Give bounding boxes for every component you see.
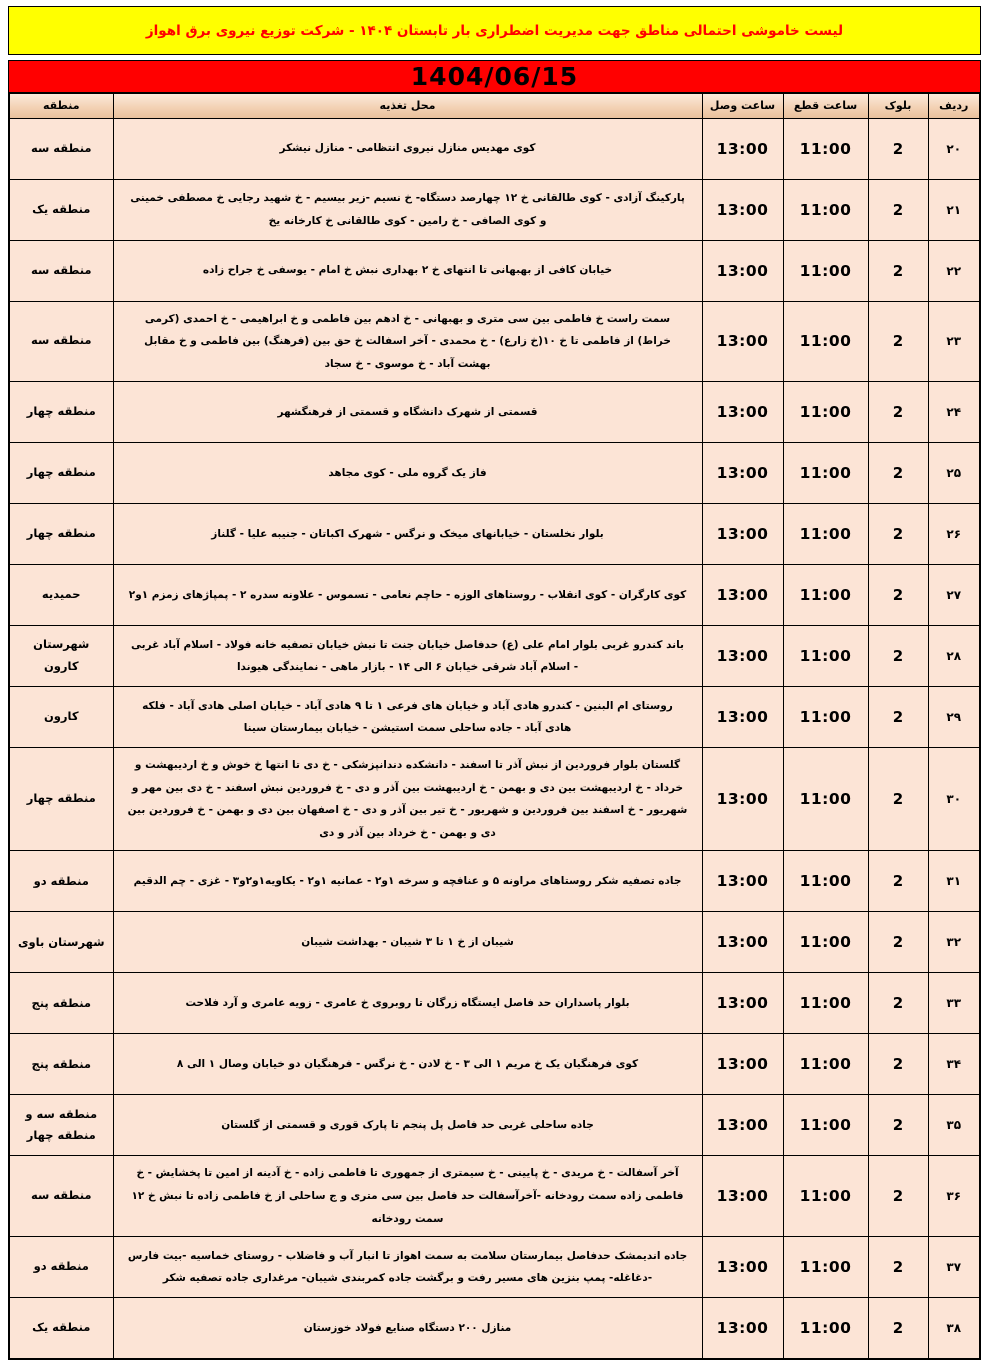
row-number-cell: ۲۱ [928,179,980,240]
region-cell: منطقه سه [9,118,113,179]
connect-time-cell: 13:00 [702,179,783,240]
row-number-cell: ۲۰ [928,118,980,179]
connect-time-cell: 13:00 [702,1237,783,1298]
cut-time-cell: 11:00 [783,626,868,687]
region-cell: شهرستان کارون [9,626,113,687]
table-row [9,1034,980,1095]
row-number-cell: ۳۱ [928,851,980,912]
table-row [9,382,980,443]
block-cell: 2 [868,851,928,912]
cut-time-cell: 11:00 [783,240,868,301]
block-cell: 2 [868,240,928,301]
table-row [9,565,980,626]
schedule-date: 1404/06/15 [410,62,579,91]
connect-time-cell: 13:00 [702,687,783,748]
cut-time-cell: 11:00 [783,382,868,443]
table-row [9,1095,980,1156]
cut-time-cell: 11:00 [783,504,868,565]
region-cell: منطقه سه و منطقه چهار [9,1095,113,1156]
block-cell: 2 [868,973,928,1034]
feeding-location-cell: بلوار پاسداران حد فاصل ایستگاه زرگان تا روبروی خ عامری - زویه عامری و آرد فلاحت [113,973,702,1034]
region-cell: منطقه دو [9,851,113,912]
feeding-location-cell: فاز یک گروه ملی - کوی مجاهد [113,443,702,504]
table-row [9,301,980,382]
cut-time-cell: 11:00 [783,1237,868,1298]
table-row [9,687,980,748]
date-banner [8,60,981,92]
cut-time-cell: 11:00 [783,301,868,382]
table-header [9,93,980,118]
row-number-cell: ۳۴ [928,1034,980,1095]
table-row [9,626,980,687]
feeding-location-cell: کوی مهدیس منازل نیروی انتظامی - منازل نیشکر [113,118,702,179]
region-cell: منطقه پنج [9,973,113,1034]
block-cell: 2 [868,504,928,565]
block-cell: 2 [868,1298,928,1359]
block-cell: 2 [868,1034,928,1095]
title-banner [8,6,981,55]
feeding-location-cell: کوی فرهنگیان یک خ مریم ۱ الی ۳ - خ لادن - خ نرگس - فرهنگیان دو خیابان وصال ۱ الی ۸ [113,1034,702,1095]
table-row [9,443,980,504]
cut-time-cell: 11:00 [783,912,868,973]
feeding-location-cell: گلستان بلوار فروردین از نبش آذر تا اسفند - دانشکده دندانپزشکی - خ دی تا انتها خ خوش و خ اردیبهشت و خرداد - خ اردیبهشت بین دی و بهمن - خ اردیبهشت بین آذر و دی - خ فروردین نبش اسفند - خ دی بین مهر و شهریور - خ اسفند بین فروردین و شهریور - خ تیر بین آذر و دی - خ اصفهان بین دی و بهمن - خ فروردین بین دی و بهمن - خ خرداد بین آذر و دی [113,748,702,851]
connect-time-cell: 13:00 [702,301,783,382]
row-number-cell: ۳۸ [928,1298,980,1359]
feeding-location-cell: پارکینگ آزادی - کوی طالقانی خ ۱۲ چهارصد دستگاه- خ نسیم -زیر بیسیم - خ شهید رجایی خ مصطفی خمینی و کوی الصافی - خ رامین - کوی طالقانی خ کارخانه یخ [113,179,702,240]
region-cell: منطقه چهار [9,504,113,565]
row-number-cell: ۳۲ [928,912,980,973]
block-cell: 2 [868,179,928,240]
cut-time-cell: 11:00 [783,565,868,626]
table-row [9,748,980,851]
cut-time-cell: 11:00 [783,687,868,748]
feeding-location-cell: قسمتی از شهرک دانشگاه و قسمتی از فرهنگشهر [113,382,702,443]
connect-time-cell: 13:00 [702,382,783,443]
block-cell: 2 [868,1095,928,1156]
table-row [9,851,980,912]
block-cell: 2 [868,687,928,748]
col-header-region: منطقه [9,93,113,118]
table-row [9,912,980,973]
cut-time-cell: 11:00 [783,179,868,240]
row-number-cell: ۲۴ [928,382,980,443]
table-row [9,973,980,1034]
row-number-cell: ۲۵ [928,443,980,504]
feeding-location-cell: سمت راست خ فاطمی بین سی متری و بهبهانی - خ ادهم بین فاطمی و خ ابراهیمی - خ احمدی (کرمی خراط) از فاطمی تا خ ۱۰(خ زارع) - خ محمدی - آخر اسفالت خ حق بین (فرهنگ) بین فاطمی و خ مقابل بهشت آباد - خ موسوی - خ سجاد [113,301,702,382]
region-cell: شهرستان باوی [9,912,113,973]
row-number-cell: ۲۸ [928,626,980,687]
row-number-cell: ۳۳ [928,973,980,1034]
col-header-feeding-location: محل تغذیه [113,93,702,118]
feeding-location-cell: روستای ام البنین - کندرو هادی آباد و خیابان های فرعی ۱ تا ۹ هادی آباد - خیابان اصلی هادی آباد - فلکه هادی آباد - جاده ساحلی سمت استیشن - خیابان بیمارستان سینا [113,687,702,748]
col-header-cut-time: ساعت قطع [783,93,868,118]
feeding-location-cell: آخر آسفالت - خ مریدی - خ پایینی - خ سیمتری از جمهوری تا فاطمی زاده - خ آدینه از امین تا پخشایش - خ فاطمی زاده سمت رودخانه -آخرآسفالت حد فاصل بین سی متری و ج ساحلی از خ فاطمی زاده تا نبش خ ۱۲ سمت رودخانه [113,1156,702,1237]
block-cell: 2 [868,443,928,504]
connect-time-cell: 13:00 [702,1156,783,1237]
feeding-location-cell: شیبان از خ ۱ تا ۳ شیبان - بهداشت شیبان [113,912,702,973]
cut-time-cell: 11:00 [783,748,868,851]
connect-time-cell: 13:00 [702,118,783,179]
connect-time-cell: 13:00 [702,504,783,565]
feeding-location-cell: کوی کارگران - کوی انقلاب - روستاهای الوزه - حاچم نعامی - تسموس - علاونه سدره ۲ - پمپاژهای زمزم ۱و۲ [113,565,702,626]
table-row [9,1298,980,1359]
col-header-block: بلوک [868,93,928,118]
region-cell: منطقه پنج [9,1034,113,1095]
table-row [9,179,980,240]
cut-time-cell: 11:00 [783,851,868,912]
region-cell: منطقه یک [9,179,113,240]
cut-time-cell: 11:00 [783,1156,868,1237]
row-number-cell: ۲۷ [928,565,980,626]
outage-table [8,92,981,1360]
cut-time-cell: 11:00 [783,118,868,179]
region-cell: منطقه سه [9,240,113,301]
connect-time-cell: 13:00 [702,1034,783,1095]
table-row [9,118,980,179]
connect-time-cell: 13:00 [702,1095,783,1156]
connect-time-cell: 13:00 [702,973,783,1034]
feeding-location-cell: بلوار نخلستان - خیابانهای میخک و نرگس - شهرک اکباتان - جنیبه علیا - گلناز [113,504,702,565]
region-cell: منطقه یک [9,1298,113,1359]
connect-time-cell: 13:00 [702,626,783,687]
row-number-cell: ۲۲ [928,240,980,301]
cut-time-cell: 11:00 [783,1298,868,1359]
header-row [9,93,980,118]
table-row [9,504,980,565]
block-cell: 2 [868,382,928,443]
feeding-location-cell: جاده اندیمشک حدفاصل بیمارستان سلامت به سمت اهواز تا انبار آب و فاضلاب - روستای خماسیه -بیت فارس -دغاغله- پمپ بنزین های مسیر رفت و برگشت جاده کمربندی شیبان- مرغداری جاده تصفیه شکر [113,1237,702,1298]
table-body [9,118,980,1359]
row-number-cell: ۲۳ [928,301,980,382]
row-number-cell: ۳۶ [928,1156,980,1237]
connect-time-cell: 13:00 [702,748,783,851]
connect-time-cell: 13:00 [702,240,783,301]
region-cell: حمیدیه [9,565,113,626]
row-number-cell: ۳۷ [928,1237,980,1298]
feeding-location-cell: جاده تصفیه شکر روستاهای مراونه ۵ و عنافچه و سرخه ۱و۲ - عمانیه ۱و۲ - یکاویه۱و۲و۳ - غزی - چم الدقیم [113,851,702,912]
row-number-cell: ۲۶ [928,504,980,565]
block-cell: 2 [868,118,928,179]
cut-time-cell: 11:00 [783,1034,868,1095]
table-row [9,1237,980,1298]
row-number-cell: ۳۵ [928,1095,980,1156]
region-cell: منطقه چهار [9,382,113,443]
row-number-cell: ۲۹ [928,687,980,748]
block-cell: 2 [868,748,928,851]
block-cell: 2 [868,626,928,687]
cut-time-cell: 11:00 [783,1095,868,1156]
block-cell: 2 [868,1156,928,1237]
region-cell: منطقه چهار [9,748,113,851]
connect-time-cell: 13:00 [702,1298,783,1359]
block-cell: 2 [868,301,928,382]
feeding-location-cell: جاده ساحلی غربی حد فاصل پل پنجم تا پارک قوری و قسمتی از گلستان [113,1095,702,1156]
col-header-row-number: ردیف [928,93,980,118]
block-cell: 2 [868,1237,928,1298]
feeding-location-cell: منازل ۲۰۰ دستگاه صنایع فولاد خوزستان [113,1298,702,1359]
connect-time-cell: 13:00 [702,851,783,912]
connect-time-cell: 13:00 [702,565,783,626]
connect-time-cell: 13:00 [702,912,783,973]
table-row [9,240,980,301]
row-number-cell: ۳۰ [928,748,980,851]
region-cell: منطقه سه [9,1156,113,1237]
feeding-location-cell: خیابان کافی از بهبهانی تا انتهای خ ۲ بهداری نبش خ امام - یوسفی خ جراح زاده [113,240,702,301]
feeding-location-cell: باند کندرو غربی بلوار امام علی (ع) حدفاصل خیابان جنت تا نبش خیابان تصفیه خانه فولاد - اسلام آباد غربی - اسلام آباد شرقی خیابان ۶ الی ۱۴ - بازار ماهی - نمایندگی هیوندا [113,626,702,687]
region-cell: منطقه سه [9,301,113,382]
table-row [9,1156,980,1237]
block-cell: 2 [868,565,928,626]
cut-time-cell: 11:00 [783,443,868,504]
region-cell: منطقه دو [9,1237,113,1298]
connect-time-cell: 13:00 [702,443,783,504]
cut-time-cell: 11:00 [783,973,868,1034]
col-header-connect-time: ساعت وصل [702,93,783,118]
page-title: لیست خاموشی احتمالی مناطق جهت مدیریت اضطراری بار تابستان ۱۴۰۴ - شرکت توزیع نیروی برق اهواز [145,22,844,39]
region-cell: منطقه چهار [9,443,113,504]
region-cell: کارون [9,687,113,748]
block-cell: 2 [868,912,928,973]
